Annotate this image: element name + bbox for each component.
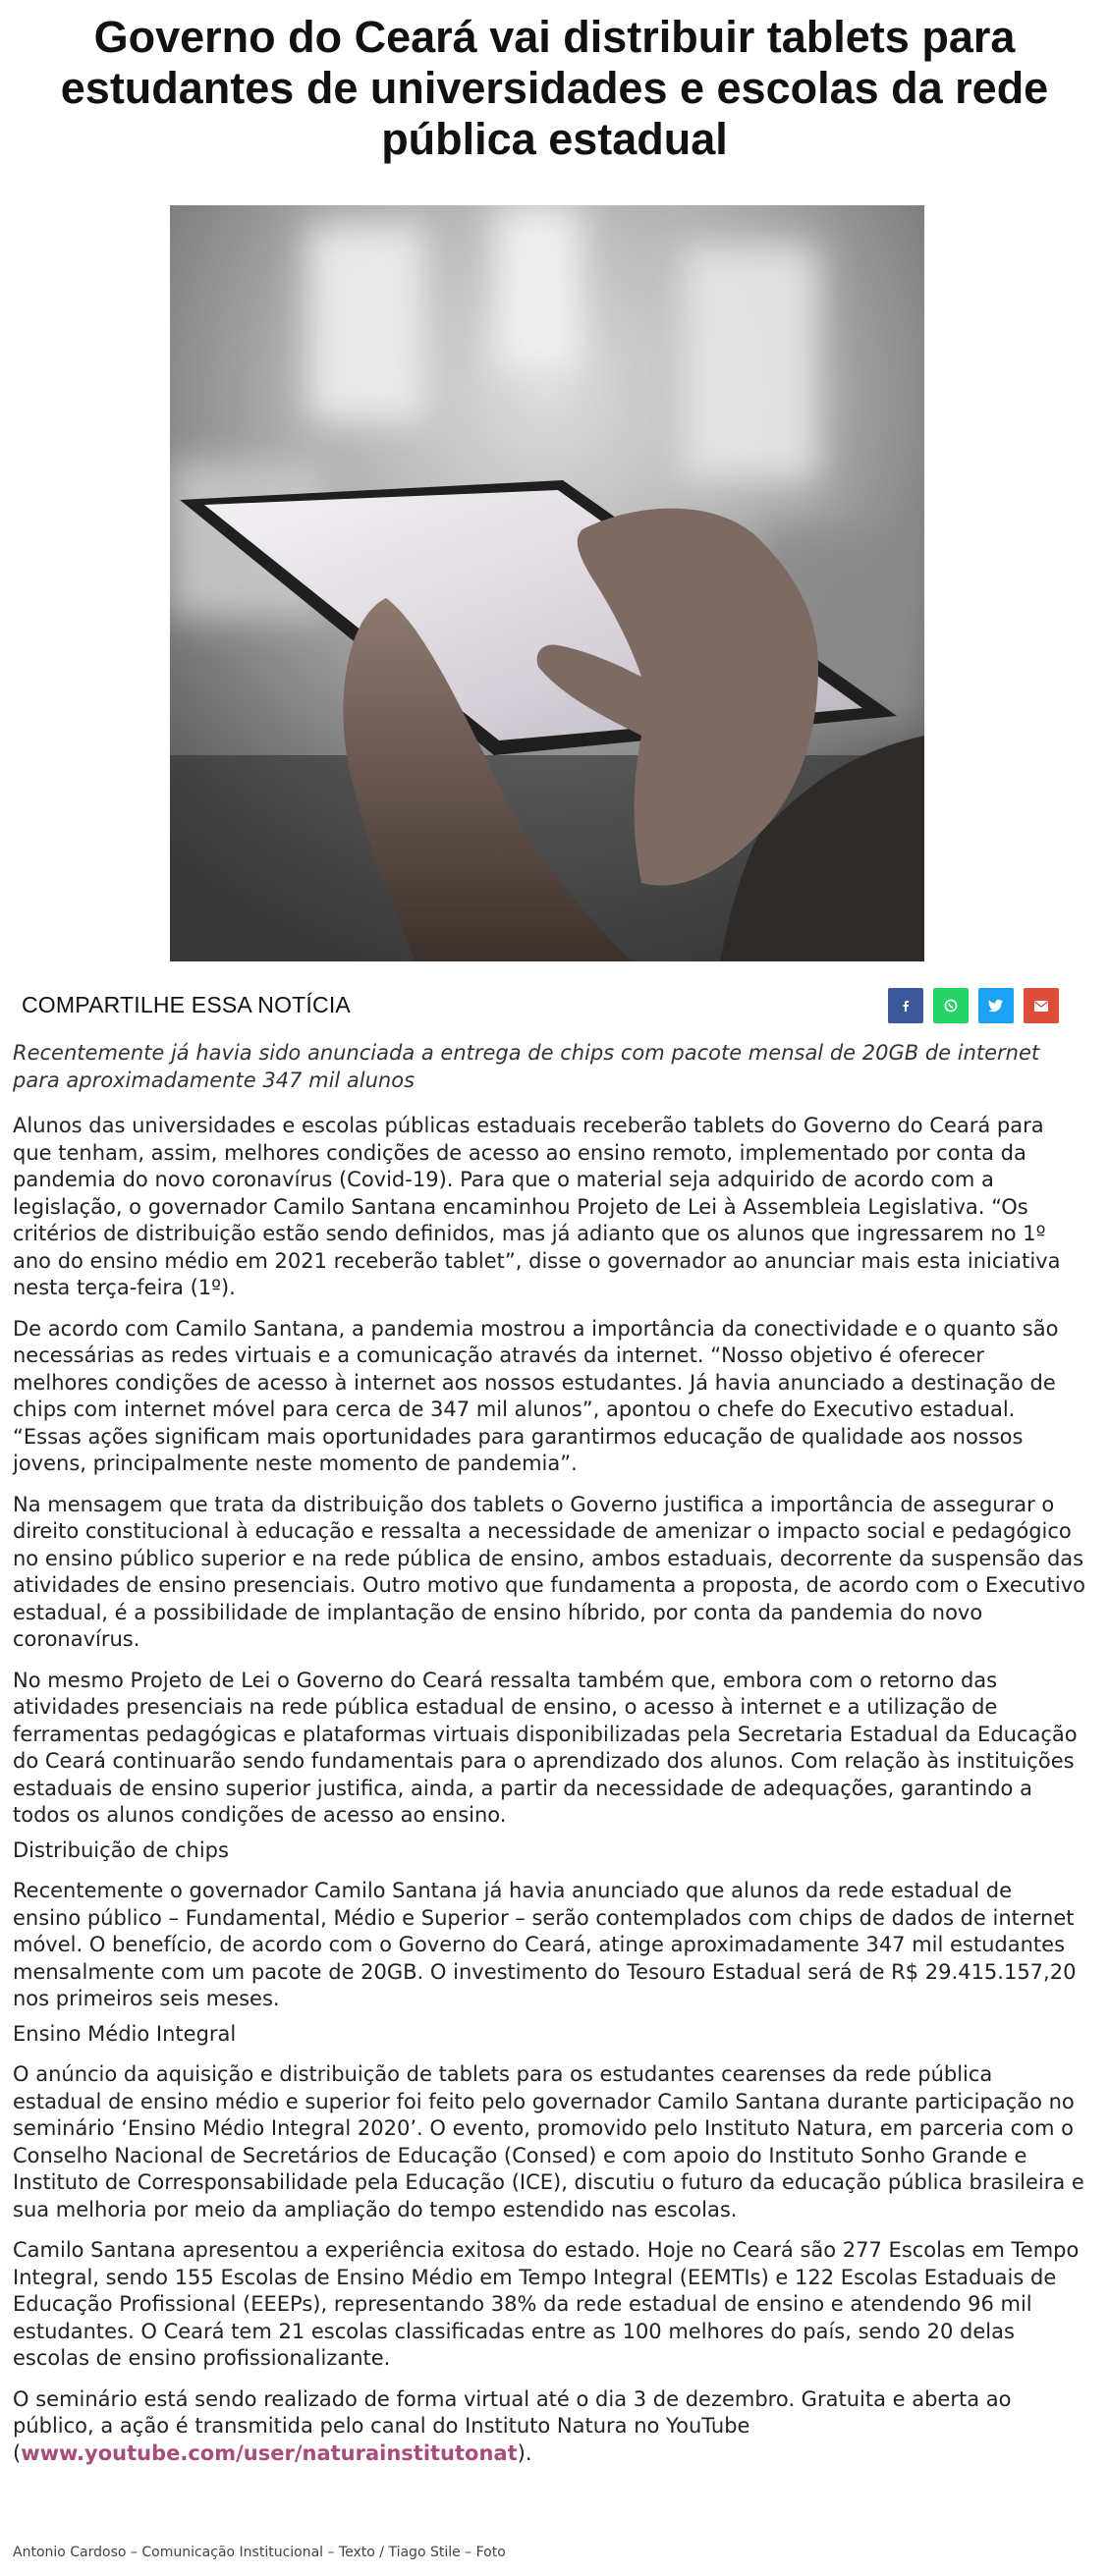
article-credits: Antonio Cardoso – Comunicação Institucional – Texto / Tiago Stile – Foto [13,2545,506,2560]
article-final-paragraph [13,2386,1085,2468]
share-email-button[interactable] [1024,988,1059,1023]
final-text-after: ). [517,2440,532,2465]
whatsapp-icon [943,998,959,1014]
email-icon [1034,1001,1048,1012]
section-heading-chips: Distribuição de chips [13,1837,229,1862]
article-photo [170,205,924,961]
share-title: COMPARTILHE ESSA NOTÍCIA [22,992,351,1017]
article-paragraph: Camilo Santana apresentou a experiência exitosa do estado. Hoje no Ceará são 277 Escolas em Tempo Integral, sendo 155 Escolas de Ensino Médio em Tempo Integral (EEMTIs) e 122 Escolas Estaduais de Educação Profissional (EEEPs), representando 38% da rede estadual de ensino e atendendo 96 mil estudantes. O Ceará tem 21 escolas classificadas entre as 100 melhores do país, sendo 20 delas escolas de ensino profissionalizante. [13,2238,1080,2370]
article-paragraph: De acordo com Camilo Santana, a pandemia mostrou a importância da conectividade e o quanto são necessárias as redes virtuais e a comunicação através da internet. “Nosso objetivo é oferecer melhores condições de acesso à internet aos nossos estudantes. Já havia anunciado a destinação de chips com internet móvel para cerca de 347 mil alunos”, apontou o chefe do Executivo estadual. “Essas ações significam mais oportunidades para garantirmos educação de qualidade aos nossos jovens, principalmente neste momento de pandemia”. [13,1316,1059,1475]
final-text-before: O seminário está sendo realizado de forma virtual até o dia 3 de dezembro. Gratuita e aberta ao público, a ação é transmitida pelo canal do Instituto Natura no YouTube ( [13,2386,1012,2465]
share-facebook-button[interactable] [888,988,923,1023]
article-body [13,1113,1085,2481]
article-paragraph: Recentemente o governador Camilo Santana já havia anunciado que alunos da rede estadual de ensino público – Fundamental, Médio e Superior – serão contemplados com chips de dados de internet móvel. O benefício, de acordo com o Governo do Ceará, atinge aproximadamente 347 mil estudantes mensalmente com um pacote de 20GB. O investimento do Tesouro Estadual será de R$ 29.415.157,20 nos primeiros seis meses. [13,1879,1077,2010]
share-bar [22,984,1063,1029]
article-lead: Recentemente já havia sido anunciada a entrega de chips com pacote mensal de 20GB de internet para aproximadamente 347 mil alunos [13,1041,1040,1092]
article-paragraph: Alunos das universidades e escolas públicas estaduais receberão tablets do Governo do Ceará para que tenham, assim, melhores condições de acesso ao ensino remoto, implementado por conta da pandemia do novo coronavírus (Covid-19). Para que o material seja adquirido de acordo com a legislação, o governador Camilo Santana encaminhou Projeto de Lei à Assembleia Legislativa. “Os critérios de distribuição estão sendo definidos, mas já adianto que os alunos que ingressarem no 1º ano do ensino médio em 2021 receberão tablet”, disse o governador ao anunciar mais esta iniciativa nesta terça-feira (1º). [13,1114,1061,1299]
twitter-icon [988,999,1004,1013]
share-twitter-button[interactable] [978,988,1014,1023]
article-paragraph: No mesmo Projeto de Lei o Governo do Ceará ressalta também que, embora com o retorno das atividades presenciais na rede pública estadual de ensino, o acesso à internet e a utilização de ferramentas pedagógicas e plataformas virtuais disponibilizadas pela Secretaria Estadual da Educação do Ceará continuarão sendo fundamentais para o aprendizado dos alunos. Com relação às instituições estaduais de ensino superior justifica, ainda, a partir da necessidade de adequações, garantindo a todos os alunos condições de acesso ao ensino. [13,1668,1078,1827]
section-heading-integral: Ensino Médio Integral [13,2021,237,2046]
hands-holding-tablet-image [170,205,924,961]
article-headline: Governo do Ceará vai distribuir tablets para estudantes de universidades e escolas da rede pública estadual [60,12,1049,164]
article-paragraph: O anúncio da aquisição e distribuição de tablets para os estudantes cearenses da rede pública estadual de ensino médio e superior foi feito pelo governador Camilo Santana durante participação no seminário ‘Ensino Médio Integral 2020’. O evento, promovido pelo Instituto Natura, em parceria com o Conselho Nacional de Secretários de Educação (Consed) e com apoio do Instituto Sonho Grande e Instituto de Corresponsabilidade pela Educação (ICE), discutiu o futuro da educação pública brasileira e sua melhoria por meio da ampliação do tempo estendido nas escolas. [13,2062,1084,2221]
article-paragraph: Na mensagem que trata da distribuição dos tablets o Governo justifica a importância de assegurar o direito constitucional à educação e ressalta a necessidade de amenizar o impacto social e pedagógico no ensino público superior e na rede pública de ensino, ambos estaduais, decorrente da suspensão das atividades de ensino presenciais. Outro motivo que fundamenta a proposta, de acordo com o Executivo estadual, é a possibilidade de implantação de ensino híbrido, por conta da pandemia do novo coronavírus. [13,1492,1085,1651]
youtube-channel-link[interactable]: www.youtube.com/user/naturainstitutonat [21,2440,518,2465]
facebook-icon [899,999,913,1013]
share-whatsapp-button[interactable] [933,988,969,1023]
